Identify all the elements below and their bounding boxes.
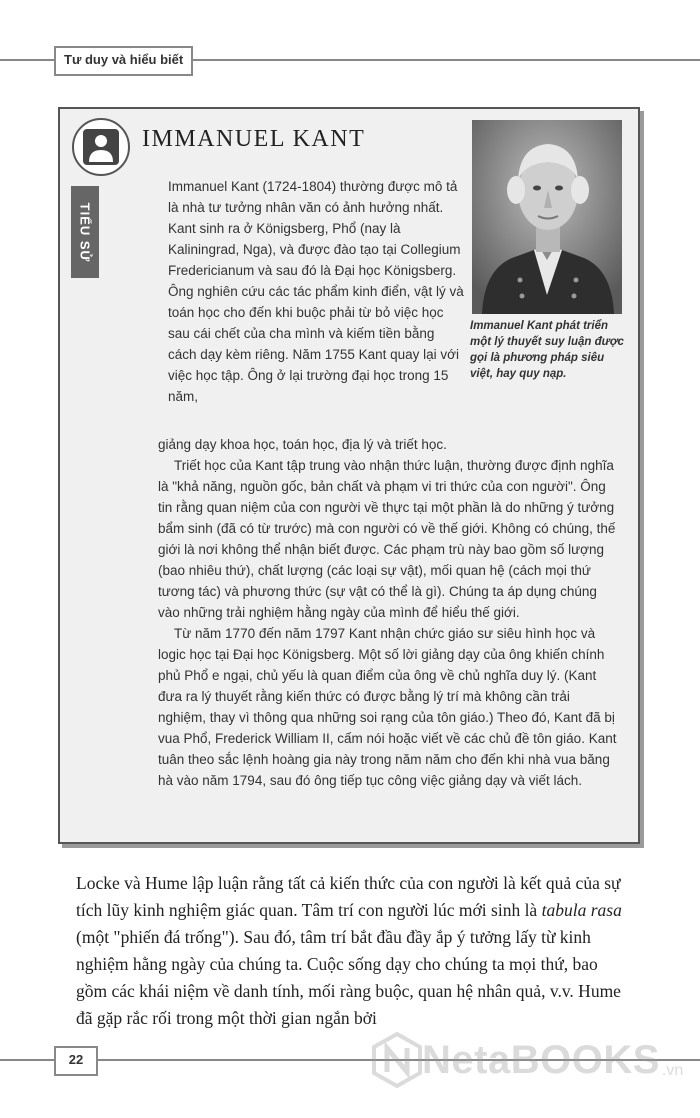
netabooks-logo-icon	[372, 1032, 422, 1088]
biography-text-narrow	[168, 176, 464, 407]
main-paragraph	[76, 870, 622, 1032]
main-paragraph-start: Locke và Hume lập luận rằng tất cả kiến thức của con người là kết quả của sự tích lũy kinh nghiệm giác quan. Tâm trí con người lúc mới sinh là	[76, 873, 621, 920]
biography-paragraph-1: Immanuel Kant (1724-1804) thường được mô tả là nhà tư tưởng nhân văn có ảnh hưởng nhất. Kant sinh ra ở Königsberg, Phổ (nay là Kaliningrad, Nga), và được đào tạo tại Collegium Fredericianum và sau đó là Đại học Königsberg. Ông nghiên cứu các tác phẩm kinh điển, vật lý và toán học cho đến khi buộc phải từ bỏ việc học sau cái chết của cha mình và kiếm tiền bằng cách dạy kèm riêng. Năm 1755 Kant quay lại với việc học tập. Ông ở lại trường đại học trong 15 năm,	[168, 179, 464, 404]
biography-title: IMMANUEL KANT	[142, 126, 366, 152]
running-head: Tư duy và hiểu biết	[54, 46, 193, 76]
portrait-caption: Immanuel Kant phát triển một lý thuyết suy luận được gọi là phương pháp siêu việt, hay quy nạp.	[470, 320, 624, 380]
person-icon	[72, 118, 130, 176]
biography-paragraph-2: Triết học của Kant tập trung vào nhận thức luận, thường được định nghĩa là "khả năng, nguồn gốc, bản chất và phạm vi tri thức của con người". Ông tin rằng quan niệm của con người về thực tại một phần là do những ý tưởng bẩm sinh (đã có từ trước) mà con người có về thế giới. Không có chúng, thế giới là nơi không thể nhận biết được. Các phạm trù này bao gồm số lượng (bao nhiêu thứ), chất lượng (các loại sự vật), mối quan hệ (cách mọi thứ tương tác) và phương thức (sự vật có thể là gì). Chúng ta áp dụng chúng vào những trải nghiệm hằng ngày của mình để hiểu thế giới.	[158, 458, 616, 620]
watermark	[372, 1032, 683, 1088]
main-body-text	[76, 870, 622, 1032]
biography-paragraph-3: Từ năm 1770 đến năm 1797 Kant nhận chức giáo sư siêu hình học và logic học tại Đại học Königsberg. Một số lời giảng dạy của ông khiến chính phủ Phổ e ngại, chủ yếu là quan điểm của ông về chủ nghĩa duy lý. (Kant đưa ra lý thuyết rằng kiến thức có được bằng lý trí mà không cần trải nghiệm, thay vì thông qua những soi rạng của tôn giáo.) Theo đó, Kant đã bị vua Phổ, Frederick William II, cấm nói hoặc viết về các chủ đề tôn giáo. Kant tuân theo sắc lệnh hoàng gia này trong năm năm cho đến khi nhà vua băng hà vào năm 1794, sau đó ông tiếp tục công việc giảng dạy và viết lách.	[158, 626, 617, 788]
main-paragraph-end: (một "phiến đá trống"). Sau đó, tâm trí bắt đầu đầy ắp ý tưởng lấy từ kinh nghiệm hằng ngày của chúng ta. Cuộc sống dạy cho chúng ta mọi thứ, bao gồm các khái niệm về danh tính, mối ràng buộc, quan hệ nhân quả, v.v. Hume đã gặp rắc rối trong một thời gian ngắn bởi	[76, 927, 621, 1028]
biography-tab	[71, 186, 99, 278]
main-paragraph-italic: tabula rasa	[541, 900, 622, 920]
page-number: 22	[54, 1046, 98, 1076]
biography-tab-label: TIỂU SỬ	[77, 202, 93, 262]
biography-text-wide	[158, 434, 620, 791]
biography-paragraph-1-end: giảng dạy khoa học, toán học, địa lý và triết học.	[158, 437, 447, 452]
kant-portrait	[472, 120, 622, 314]
watermark-text: NetaBOOKS	[422, 1037, 660, 1082]
watermark-suffix: .vn	[661, 1062, 684, 1079]
